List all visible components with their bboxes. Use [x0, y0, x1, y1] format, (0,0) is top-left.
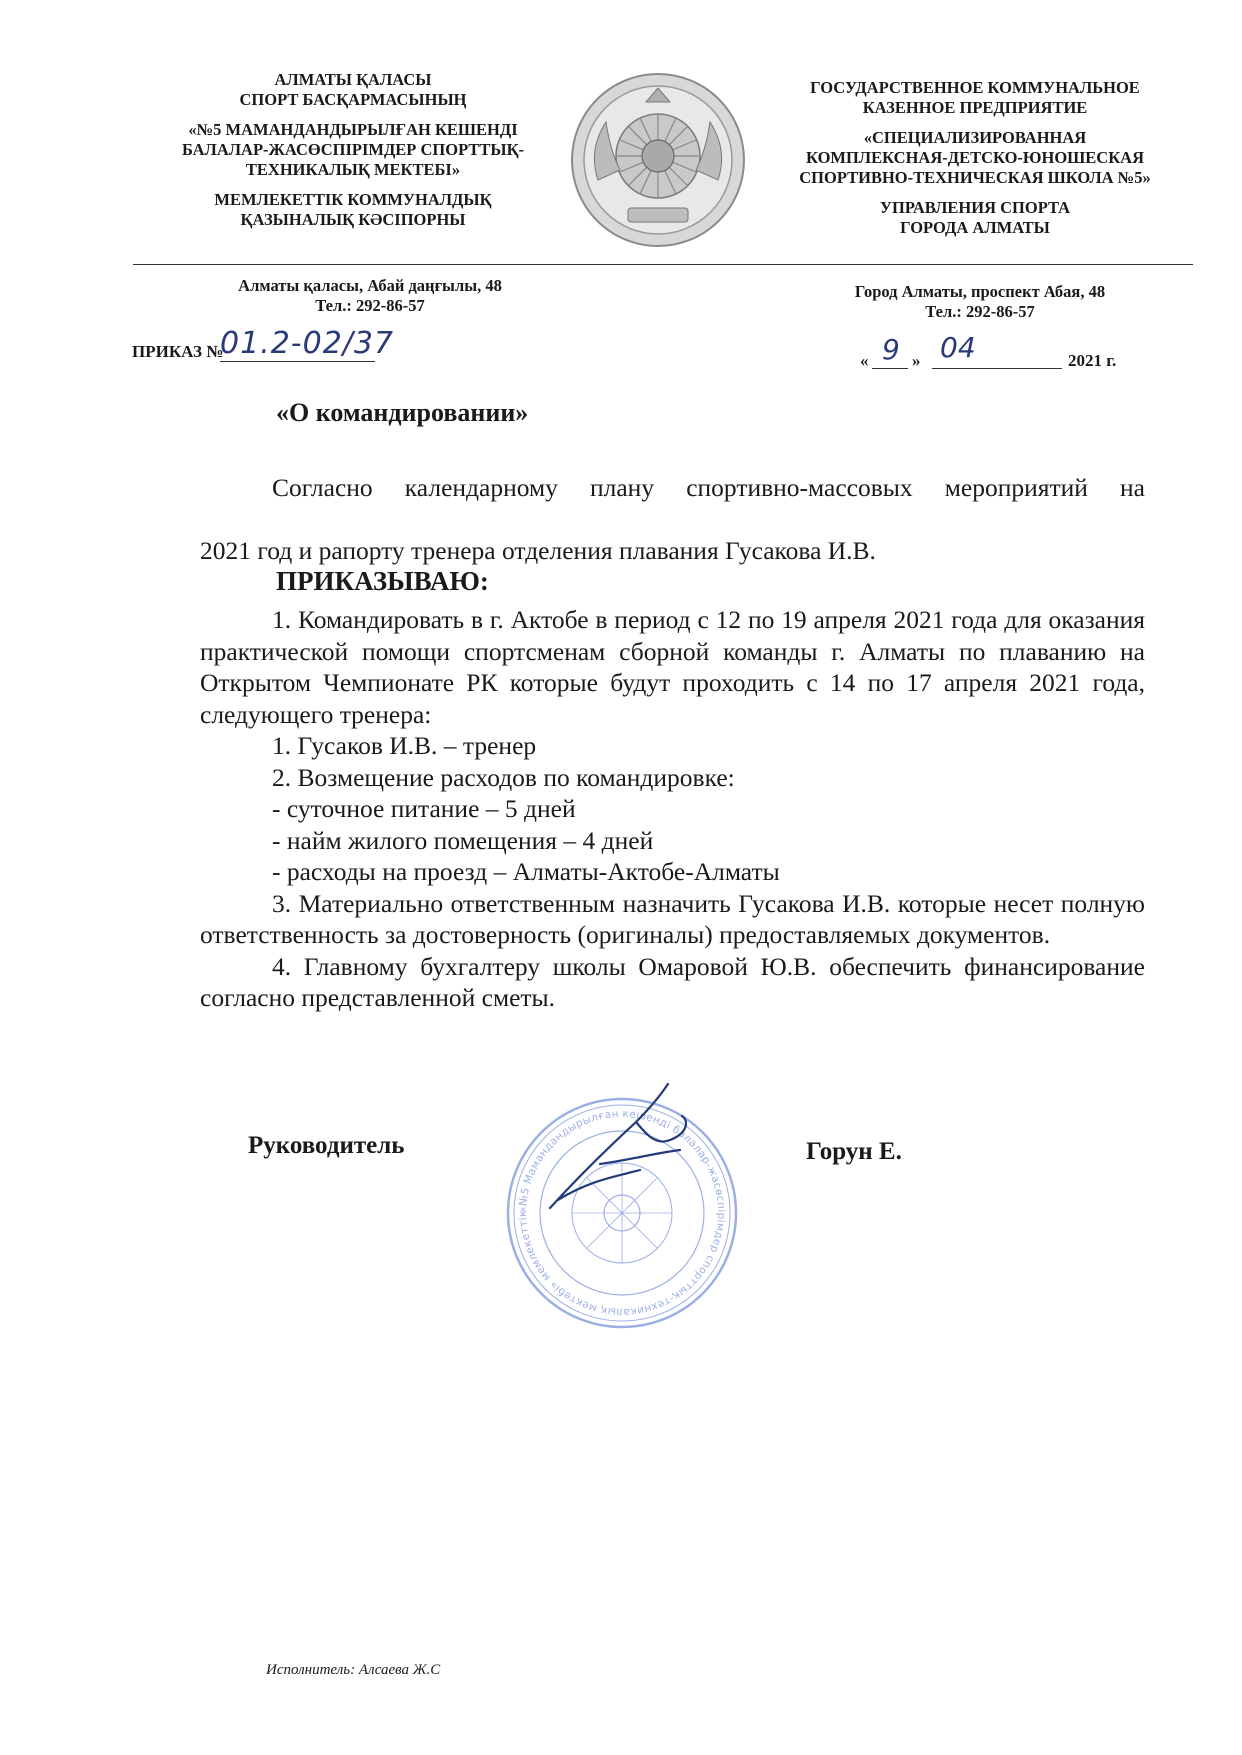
header-line: ТЕХНИКАЛЫҚ МЕКТЕБІ» [245, 160, 461, 179]
item-1: 1. Командировать в г. Актобе в период с 12 по 19 апреля 2021 года для оказания практической помощи спортсменам сборной команды г. Алматы по плаванию на Открытом Чемпионате РК которые будут проходить с 14 по 17 апреля 2021 года, следующего тренера: [200, 605, 1145, 729]
preamble-line: Согласно календарному плану спортивно-массовых мероприятий на [272, 473, 1145, 502]
address-line: Город Алматы, проспект Абая, 48 [854, 282, 1106, 301]
header-line: «СПЕЦИАЛИЗИРОВАННАЯ [863, 128, 1087, 147]
item-4: 4. Главному бухгалтеру школы Омаровой Ю.В. обеспечить финансирование согласно представленной сметы. [200, 951, 1145, 1012]
item-lines [200, 730, 1145, 888]
order-date-line [860, 331, 1190, 375]
header-line: СПОРТ БАСҚАРМАСЫНЫҢ [239, 90, 467, 109]
header-line: МЕМЛЕКЕТТІК КОММУНАЛДЫҚ [214, 190, 492, 209]
signature-handwritten [540, 1080, 730, 1220]
item-line: - суточное питание – 5 дней [272, 794, 576, 823]
address-line: Тел.: 292-86-57 [315, 296, 425, 315]
stamp-text: «№5 Мамандандырылған кешенді балалар-жасөспірімдер спорттық-техникалық мектебі» мемлекеттік [516, 1107, 728, 1319]
item-3: 3. Материально ответственным назначить Гусакова И.В. которые несет полную ответственность за достоверность (оригиналы) предоставляемых документов. [200, 888, 1145, 949]
header-line: УПРАВЛЕНИЯ СПОРТА [879, 198, 1071, 217]
address-line: Тел.: 292-86-57 [925, 302, 1035, 321]
date-month-underline [932, 368, 1062, 369]
preamble [200, 472, 1145, 567]
header-line: ГОРОДА АЛМАТЫ [900, 218, 1050, 237]
order-number-underline [220, 361, 375, 362]
signature-scribble-icon [540, 1080, 730, 1220]
address-right [790, 282, 1170, 322]
item-line: - расходы на проезд – Алматы-Актобе-Алматы [272, 857, 780, 886]
signatory-name: Горун Е. [806, 1138, 902, 1165]
header-line: БАЛАЛАР-ЖАСӨСПІРІМДЕР СПОРТТЫҚ- [181, 140, 525, 159]
signatory-role: Руководитель [248, 1132, 405, 1159]
header-line: ГОСУДАРСТВЕННОЕ КОММУНАЛЬНОЕ [810, 78, 1140, 97]
date-day-handwritten: 9 [882, 333, 900, 366]
header-line: АЛМАТЫ ҚАЛАСЫ [274, 70, 432, 89]
order-number-handwritten: 01.2-02/37 [220, 326, 395, 361]
document-title: «О командировании» [276, 398, 529, 427]
date-year: 2021 г. [1068, 351, 1117, 370]
date-month-handwritten: 04 [940, 331, 976, 364]
address-left [180, 276, 560, 316]
item-line: 1. Гусаков И.В. – тренер [272, 731, 537, 760]
order-number-line [132, 326, 562, 370]
order-body [200, 604, 1145, 1014]
date-day-underline [872, 368, 908, 369]
header-right-ru [750, 78, 1200, 238]
date-open-quote: « [860, 351, 869, 370]
command-heading: ПРИКАЗЫВАЮ: [276, 566, 489, 596]
address-line: Алматы қаласы, Абай даңғылы, 48 [238, 276, 502, 295]
header-line: КОМПЛЕКСНАЯ-ДЕТСКО-ЮНОШЕСКАЯ [806, 148, 1144, 167]
item-line: 2. Возмещение расходов по командировке: [272, 762, 735, 792]
header-line: «№5 МАМАНДАНДЫРЫЛҒАН КЕШЕНДІ [188, 120, 518, 139]
item-line: - найм жилого помещения – 4 дней [272, 825, 654, 855]
header-line: КАЗЕННОЕ ПРЕДПРИЯТИЕ [862, 98, 1088, 117]
executor-note: Исполнитель: Алсаева Ж.С [266, 1662, 441, 1678]
header-divider [133, 264, 1193, 265]
date-close-quote: » [912, 351, 921, 370]
header-left-kz [128, 70, 578, 230]
emblem-icon [568, 70, 748, 250]
state-emblem [568, 70, 748, 250]
preamble-line: 2021 год и рапорту тренера отделения плавания Гусакова И.В. [200, 536, 876, 565]
order-label: ПРИКАЗ № [132, 342, 224, 361]
header-line: СПОРТИВНО-ТЕХНИЧЕСКАЯ ШКОЛА №5» [799, 168, 1151, 187]
header-line: ҚАЗЫНАЛЫҚ КӘСІПОРНЫ [240, 210, 466, 229]
